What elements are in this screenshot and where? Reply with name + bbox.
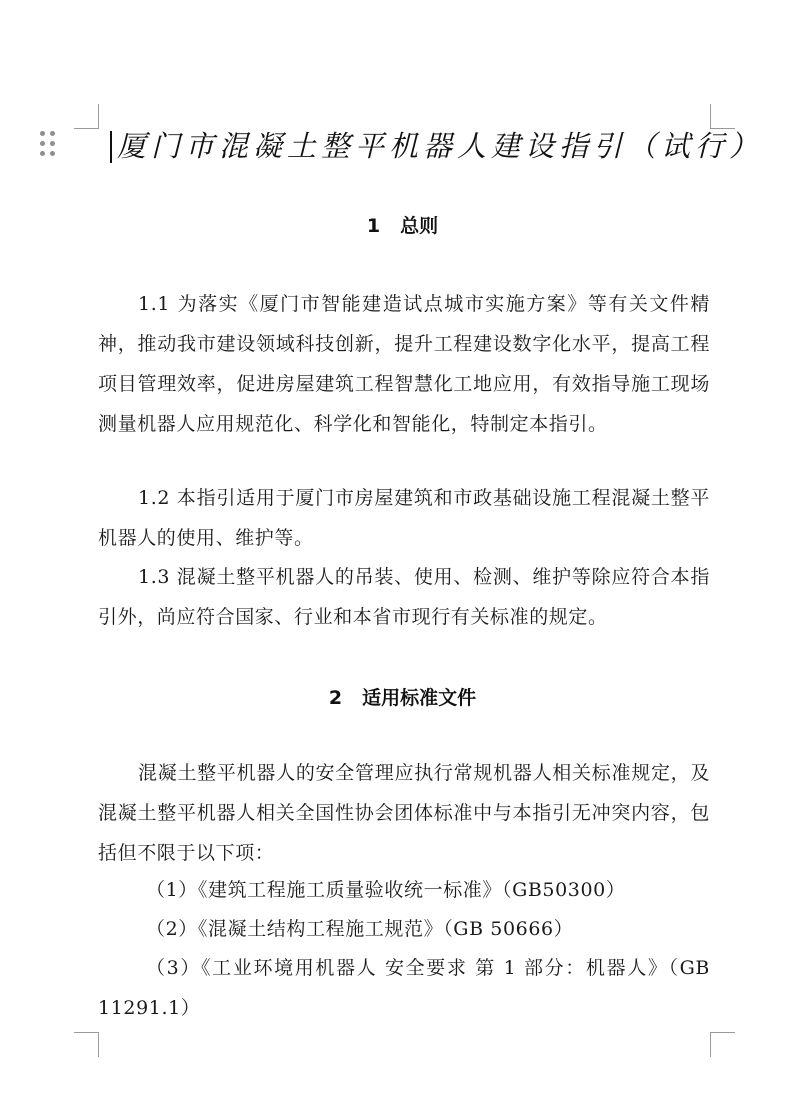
crop-mark-bottom-right bbox=[710, 1032, 735, 1057]
crop-mark-top-left bbox=[74, 104, 99, 129]
section-number: 2 bbox=[328, 687, 343, 709]
section-heading[interactable] bbox=[0, 211, 805, 238]
section-title: 适用标准文件 bbox=[362, 687, 477, 709]
document-title[interactable]: 厦门市混凝土整平机器人建设指引（试行） bbox=[117, 129, 764, 163]
list-item[interactable]: （1）《建筑工程施工质量验收统一标准》（GB50300） bbox=[146, 879, 626, 901]
section-heading[interactable] bbox=[0, 683, 805, 710]
list-item[interactable]: （2）《混凝土结构工程施工规范》（GB 50666） bbox=[146, 918, 574, 940]
section-title: 总则 bbox=[400, 215, 439, 237]
drag-handle-icon[interactable] bbox=[40, 131, 60, 159]
paragraph[interactable]: 混凝土整平机器人的安全管理应执行常规机器人相关标准规定，及混凝土整平机器人相关全国性协会团体标准中与本指引无冲突内容，包括但不限于以下项： bbox=[98, 762, 710, 864]
crop-mark-bottom-left bbox=[74, 1032, 99, 1057]
section-number: 1 bbox=[366, 215, 381, 237]
paragraph[interactable]: 1.1 为落实《厦门市智能建造试点城市实施方案》等有关文件精神，推动我市建设领域科技创新，提升工程建设数字化水平，提高工程项目管理效率，促进房屋建筑工程智慧化工地应用，有效指导施工现场测量机器人应用规范化、科学化和智能化，特制定本指引。 bbox=[98, 293, 710, 435]
paragraph[interactable]: 1.2 本指引适用于厦门市房屋建筑和市政基础设施工程混凝土整平机器人的使用、维护等。 bbox=[98, 487, 710, 549]
list-item[interactable]: （3）《工业环境用机器人 安全要求 第 1 部分：机器人》（GB 11291.1） bbox=[98, 957, 710, 1019]
text-cursor bbox=[110, 131, 112, 163]
paragraph[interactable]: 1.3 混凝土整平机器人的吊装、使用、检测、维护等除应符合本指引外，尚应符合国家、行业和本省市现行有关标准的规定。 bbox=[98, 566, 710, 628]
crop-mark-top-right bbox=[710, 104, 735, 129]
